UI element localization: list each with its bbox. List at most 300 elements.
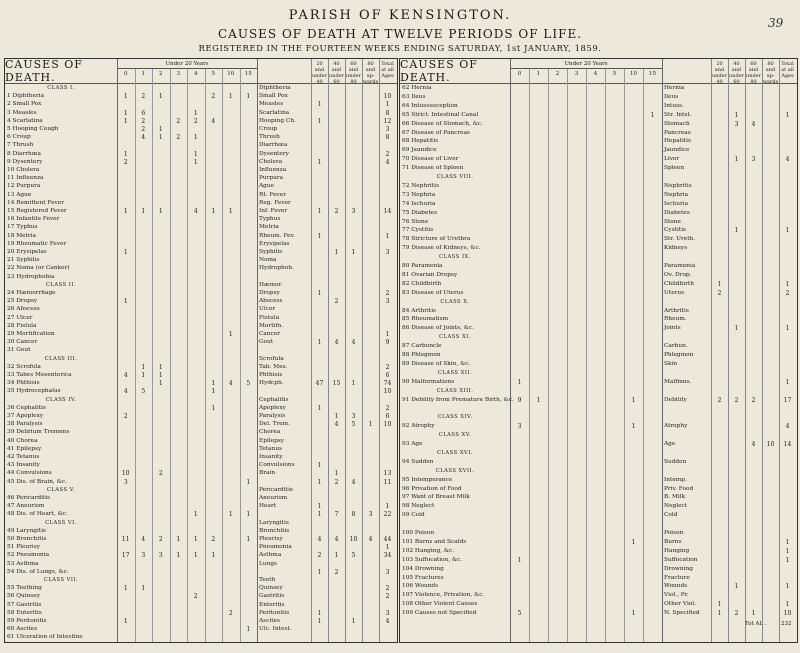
row-label: Kidneys [664,245,688,252]
cause-row: 25 Dropsy [7,298,38,305]
count-cell: 4 [385,618,390,625]
row-label: Peritonitis [259,609,290,616]
row-label: Jaundice [664,147,690,154]
row-label: Spleen [664,165,685,172]
count-cell: 2 [334,478,339,486]
age-header: 10 [630,71,637,77]
count-cell: 1 [385,331,390,338]
cause-row: 11 Influenza [7,175,44,182]
count-cell: 1 [193,552,198,560]
cause-row: 93 Age [402,441,423,447]
cause-row: 106 Wounds [402,583,439,590]
cause-row: 24 Hæmorrhage [7,290,56,296]
count-cell: 2 [334,568,339,576]
count-cell: 1 [785,227,790,235]
cause-row: 88 Phlegmon [402,352,441,358]
cause-row: 85 Rheumatism [402,316,449,323]
cause-row: 60 Ascites [7,626,38,633]
count-cell: 4 [334,339,339,347]
row-label: Fracture [664,574,690,581]
class-heading: CLASS VI. [45,519,77,526]
header-rule [400,83,797,84]
cause-row: 80 Paramenia [402,263,443,269]
cause-row: 19 Rheumatic Fever [7,240,67,247]
row-label: Convulsions [259,462,295,469]
class-heading: CLASS III. [44,355,78,362]
count-cell: 1 [158,126,163,133]
count-cell: 9 [385,339,390,347]
col-rule [510,59,511,642]
count-cell: 4 [368,536,373,543]
row-label: Diphtheria [259,85,291,91]
count-cell: 2 [385,363,390,371]
count-cell: 3 [517,423,522,431]
cause-row: 107 Violence, Privation, &c. [402,592,485,599]
cause-row: 1 Diphtheria [7,93,45,100]
row-label: Scrofula [259,355,284,362]
count-cell: 1 [317,618,322,625]
col-rule [222,69,223,643]
count-cell: 1 [123,298,128,306]
count-cell: 1 [351,380,356,388]
count-cell: 6 [141,109,146,117]
class-heading: CLASS XII. [437,369,473,376]
count-cell: 1 [158,372,163,379]
count-cell: 4 [141,134,146,142]
cause-row: 2 Small Pox [7,101,42,108]
age-header: 60 and under 80 [746,61,761,85]
row-label: Hepatitis [664,138,691,145]
row-label: Diabetes [664,209,690,216]
count-cell: 1 [158,208,163,215]
cause-row: 97 Want of Breast Milk [402,494,470,501]
age-header: 3 [574,71,579,77]
row-label: Neglect [664,503,688,510]
left-table [4,58,398,643]
age-header: 80 and up-wards [362,61,379,85]
cause-row: 18 Metria [7,232,36,239]
cause-row: 66 Disease of Stomach, &c. [402,120,483,127]
col-rule [643,69,644,643]
cause-row: 37 Apoplexy [7,413,44,419]
count-cell: 1 [734,156,739,164]
row-label: Noma [259,257,277,264]
row-label: Cystitis [664,227,687,234]
row-label: Tab. Mes. [259,363,288,370]
cause-row: 45 Dis. of Brain, &c. [7,478,67,485]
count-cell: 4 [385,158,390,166]
count-cell: 3 [123,478,128,486]
count-cell: 1 [334,249,339,256]
count-cell: 2 [158,470,163,478]
row-label: Rheum. [664,316,687,323]
count-cell: 74 [383,380,392,388]
count-cell: 1 [193,109,198,117]
age-header: 15 [649,71,656,77]
cause-row: 61 Ulceration of Intestine [7,634,83,641]
col-rule [728,59,729,642]
row-label: Purpura [259,175,284,182]
row-label: Hæmor. [259,281,283,288]
count-cell: 2 [193,593,198,601]
row-label: Ascites [259,618,280,624]
row-label: Scarlatina [259,109,290,116]
row-label: Rt. Fever [259,191,286,198]
row-label: Thrush [259,134,280,141]
row-label: Suffocation [664,556,698,563]
count-cell: 1 [631,610,636,618]
count-cell: 2 [385,593,390,601]
cause-row: 70 Disease of Liver [402,156,459,163]
count-cell: 8 [385,109,390,117]
count-cell: 4 [785,156,790,164]
cause-row: 23 Hydrophobia [7,273,55,280]
age-header: 3 [176,71,180,77]
count-cell: 2 [176,117,181,125]
count-cell: 1 [751,610,756,618]
row-label: Nephria [664,191,689,198]
count-cell: 1 [317,290,322,297]
count-cell: 4 [751,120,756,128]
cause-row: 32 Scrofula [7,363,41,370]
row-label: Enteritis [259,601,285,608]
count-cell: 17 [783,396,792,404]
cause-row: 95 Intemperance [402,476,453,483]
row-label: Childbirth [664,280,694,287]
count-cell: 1 [193,134,198,142]
count-cell: 1 [717,280,722,288]
row-label: Hydcph. [259,380,284,387]
cause-row: 56 Quinsey [7,593,40,600]
row-label: Diarrhœa [259,142,288,149]
count-cell: 8 [385,134,390,142]
count-cell: 4 [123,372,128,379]
count-cell: 1 [158,380,163,388]
cause-row: 40 Chorea [7,437,38,444]
row-label: Cancer [259,331,281,337]
row-label: Atrophy [664,423,688,430]
row-label: Joints [664,325,681,332]
cause-row: 49 Laryngitis [7,527,47,534]
age-header: 4 [194,71,198,77]
cause-row: 43 Insanity [7,462,40,469]
age-header: 5 [211,71,215,77]
age-header: 0 [517,71,522,77]
count-cell: 1 [734,583,739,591]
cause-row: 74 Ischuria [402,200,436,207]
class-heading: CLASS VIII. [436,174,474,180]
count-cell: 10 [349,536,358,543]
count-cell: 14 [383,208,392,215]
col-rule [605,69,606,643]
count-cell: 1 [334,470,339,478]
row-label: Dropsy [259,290,280,296]
row-label: Ulcer [259,306,276,313]
count-cell: 1 [246,93,251,101]
cause-row: 33 Tabes Mesenterica [7,372,72,378]
count-cell: 14 [783,441,792,448]
age-header: 1 [536,71,541,77]
count-cell: 1 [351,249,356,256]
row-label: Uterus [664,289,685,296]
count-cell: 6 [385,413,390,420]
count-cell: 1 [385,101,390,109]
class-heading: CLASS II. [45,281,77,288]
col-rule [362,59,363,642]
row-label: Hanging [664,547,690,554]
count-cell: 3 [385,609,390,617]
cause-row: 22 Noma (or Canker) [7,265,70,272]
count-cell: 1 [734,325,739,333]
count-cell: 4 [785,423,790,431]
count-cell: 1 [785,538,790,546]
row-label: Apoplexy [259,404,286,411]
col-rule [745,59,746,642]
cause-row: 82 Childbirth [402,280,442,287]
row-label: Age [664,441,676,447]
cause-row: 36 Cephalitis [7,404,46,411]
row-label: Bronchitis [259,527,290,534]
count-cell: 17 [121,552,130,560]
under-20-header: Under 20 Years [165,61,209,67]
count-cell: 4 [334,421,339,429]
row-label: Drowning [664,565,693,572]
count-cell: 1 [211,388,216,396]
count-cell: 5 [351,552,356,560]
row-label: Asthma [259,552,282,559]
count-cell: 1 [123,93,128,101]
count-cell: 1 [193,158,198,166]
count-cell: 1 [123,249,128,256]
cause-row: 39 Delirium Tremens [7,429,70,436]
right-table [399,58,798,643]
count-cell: 1 [123,208,128,215]
count-cell: 1 [317,609,322,617]
row-label: Hooping Ch. [259,117,296,124]
count-cell: 4 [123,388,128,396]
cause-row: 28 Fistula [7,322,37,329]
count-cell: 2 [158,536,163,543]
count-cell: 1 [734,111,739,119]
count-cell: 8 [351,511,356,519]
count-cell: 4 [141,536,146,543]
count-cell: 2 [141,93,146,101]
row-label: Gout [259,339,274,346]
count-cell: 1 [123,109,128,117]
row-label: Epilepsy [259,437,285,444]
count-cell: 5 [246,380,251,388]
count-cell: 2 [123,413,128,420]
cause-row: 4 Scarlatina [7,117,43,124]
count-cell: 2 [385,404,390,412]
count-cell: 10 [383,93,392,101]
count-cell: 3 [751,156,756,164]
col-rule [529,69,530,643]
count-cell: 1 [123,618,128,625]
count-cell: 1 [211,404,216,412]
count-cell: 2 [176,134,181,142]
page-number: 39 [768,16,784,30]
count-cell: 1 [246,536,251,543]
row-label: Pneumonia [259,544,292,551]
count-cell: 11 [383,478,392,486]
grand-total: 232 [781,621,792,627]
count-cell: 2 [211,93,216,101]
row-label: Intuss. [664,102,684,109]
row-label: Cephalitis [259,396,289,403]
row-label: Reg. Fever [259,199,291,206]
count-cell: 1 [631,538,636,546]
row-label: Small Pox [259,93,288,100]
count-cell: 1 [717,601,722,609]
count-cell: 10 [383,421,392,429]
row-label: Paramenia [664,263,696,269]
count-cell: 1 [351,618,356,625]
row-label: Ischuria [664,200,689,207]
cause-row: 21 Syphilis [7,257,40,264]
row-label: N. Specified [664,610,700,617]
col-rule [624,69,625,643]
count-cell: 1 [650,111,655,119]
cause-row: 30 Cancer [7,339,38,346]
class-heading: CLASS V. [46,486,76,493]
cause-row: 77 Cystitis [402,227,434,234]
count-cell: 1 [317,232,322,240]
row-label: Arthritis [664,307,689,314]
count-cell: 4 [317,536,322,543]
row-label: Syphilis [259,249,283,255]
cause-row: 15 Registered Fever [7,208,67,214]
cause-row: 52 Pneumonia [7,552,50,559]
cause-row: 62 Hernia [402,85,432,91]
col-rule [586,69,587,643]
col-rule [711,59,712,642]
count-cell: 1 [228,93,233,101]
age-header: 15 [244,71,252,77]
row-label: Heart [259,503,277,510]
cause-row: 41 Epilepsy [7,445,42,452]
count-cell: 4 [228,380,233,388]
row-label: Nephritis [664,182,692,189]
row-label: Debility [664,396,687,403]
col-rule [662,59,663,642]
count-cell: 1 [517,556,522,564]
count-cell: 4 [193,208,198,215]
count-cell: 5 [351,421,356,429]
cause-row: 78 Stricture of Urethra [402,236,471,243]
age-header: 1 [141,71,145,77]
count-cell: 1 [785,111,790,119]
cause-row: 67 Disease of Pancreas [402,129,471,136]
age-header: 20 and under 40 [712,61,727,85]
cause-row: 75 Diabetes [402,209,438,216]
cause-row: 48 Dis. of Heart, &c. [7,511,68,518]
count-cell: 1 [785,556,790,564]
count-cell: 2 [193,117,198,125]
class-heading: CLASS VII. [43,577,79,583]
total-label: Tot AL . [745,621,767,627]
count-cell: 2 [334,208,339,215]
row-label: Dysentery [259,150,289,157]
row-label: Ov. Drop. [664,271,692,278]
count-cell: 3 [385,298,390,306]
count-cell: 1 [176,552,181,560]
cause-row: 79 Disease of Kidneys, &c. [402,245,481,252]
row-label: Hernia [664,85,685,91]
count-cell: 2 [334,298,339,306]
class-heading: CLASS X. [440,298,470,305]
count-cell: 2 [717,289,722,297]
cause-row: 96 Privation of Food [402,485,462,492]
header-rule [5,83,397,84]
causes-header: CAUSES OF DEATH. [5,59,118,84]
cause-row: 16 Infantile Fever [7,216,60,223]
count-cell: 34 [383,552,392,560]
cause-row: 51 Pleurisy [7,544,41,551]
cause-row: 38 Paralysis [7,421,43,428]
count-cell: 13 [383,470,392,478]
row-label: Pancreas [664,129,691,136]
cause-row: 86 Disease of Joints, &c. [402,325,474,332]
count-cell: 1 [123,150,128,158]
age-header: 5 [612,71,617,77]
count-cell: 1 [228,511,233,519]
count-cell: 1 [785,583,790,591]
count-cell: 1 [631,396,636,404]
count-cell: 1 [334,413,339,420]
class-heading: CLASS IX. [439,254,471,261]
row-label: Rheum. Fev. [259,232,296,239]
count-cell: 1 [785,378,790,386]
cause-row: 89 Disease of Skin, &c. [402,360,471,367]
count-cell: 11 [121,536,130,543]
count-cell: 1 [246,511,251,519]
registration-period: REGISTERED IN THE FOURTEEN WEEKS ENDING SATURDAY, 1st JANUARY, 1859. [198,44,602,54]
count-cell: 1 [211,380,216,388]
count-cell: 2 [228,609,233,617]
row-label: Burns [664,538,682,545]
cause-row: 91 Debility from Premature Birth, &c. [402,396,514,403]
count-cell: 1 [211,552,216,560]
under-20-header: Under 20 Years [564,61,608,67]
count-cell: 1 [228,208,233,215]
cause-row: 76 Stone [402,218,429,225]
row-label: Teeth [259,577,276,583]
cause-row: 31 Gout [7,347,31,354]
count-cell: 3 [368,511,373,519]
row-label: Mortifn. [259,322,284,329]
count-cell: 2 [141,126,146,133]
cause-row: 65 Strict. Intestinal Canal [402,111,479,118]
count-cell: 1 [158,93,163,101]
row-label: Laryngitis [259,519,289,526]
row-label: Typhus [259,216,281,223]
cause-row: 12 Purpura [7,183,41,190]
cause-row: 72 Nephritis [402,182,439,189]
count-cell: 22 [383,511,392,519]
row-label: Priv. Food [664,485,694,492]
row-label: Inf. Fever [259,208,288,214]
col-rule [548,69,549,643]
count-cell: 1 [317,158,322,166]
row-label: Del. Trem. [259,421,291,428]
count-cell: 44 [383,536,392,543]
row-label: Cholera [259,158,283,165]
cause-row: 81 Ovarian Dropsy [402,271,458,278]
count-cell: 1 [785,325,790,333]
count-cell: 1 [717,610,722,618]
cause-row: 103 Suffocation, &c. [402,556,463,563]
